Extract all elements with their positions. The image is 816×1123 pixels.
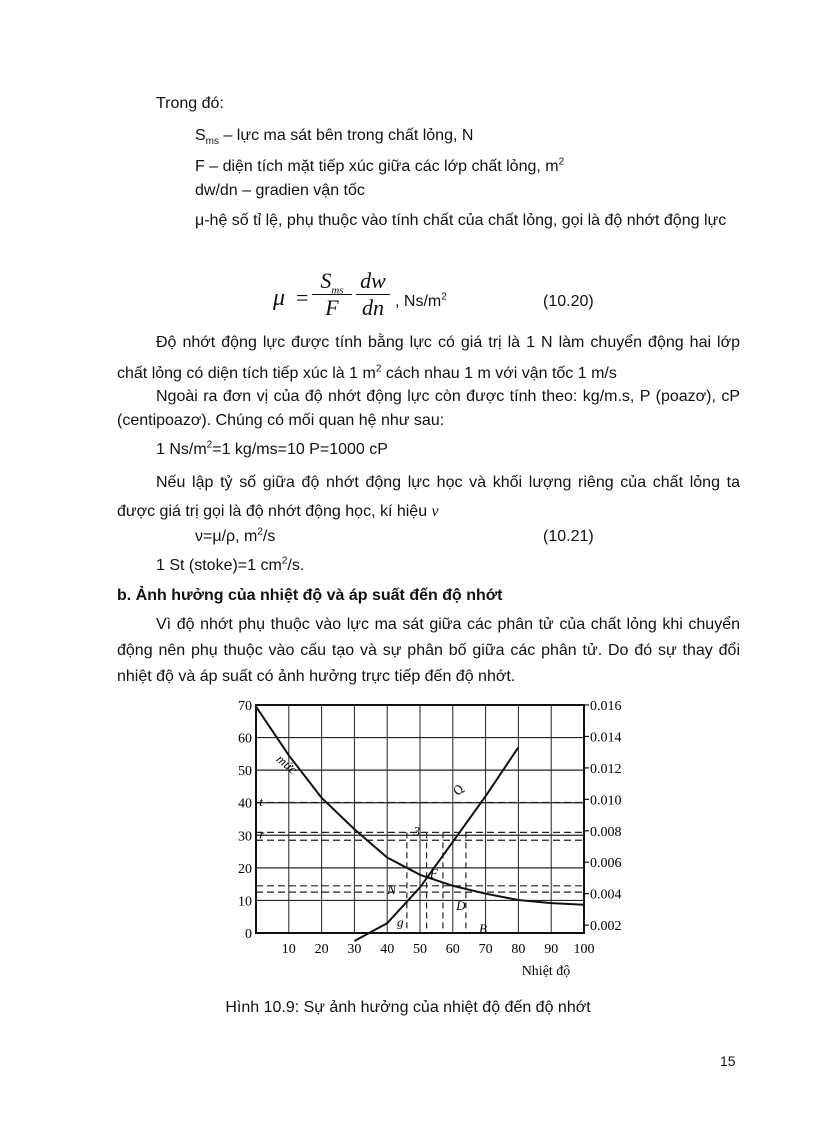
left-tick-label: 50 xyxy=(238,764,252,780)
sms-symbol: S xyxy=(195,127,206,144)
paragraph-2: Ngoài ra đơn vị của độ nhớt động lực còn được tính theo: kg/m.s, P (poazơ), cP (centipoazơ). Chúng có mối quan hệ như sau: xyxy=(117,388,740,429)
eq1-mu: μ xyxy=(273,285,286,311)
x-tick-label: 50 xyxy=(413,942,427,957)
def-sms xyxy=(195,126,473,146)
paragraph-3: Nếu lập tỷ số giữa độ nhớt động lực học và khối lượng riêng của chất lỏng ta được giá trị gọi là độ nhớt động học, kí hiệu ν xyxy=(117,474,740,520)
relation-line: 1 $Ns/m^2=1$ kg/ms=10 P=1000 cP xyxy=(156,439,388,458)
eq1-den-1: F xyxy=(325,295,339,320)
f-description: F – diện tích mặt tiếp xúc giữa các lớp chất lỏng, m xyxy=(195,158,559,175)
x-tick-label: 20 xyxy=(314,942,329,957)
f-superscript: 2 xyxy=(558,156,565,168)
x-axis-label: Nhiệt độ xyxy=(521,964,571,979)
eq1-number: (10.20) xyxy=(543,293,594,310)
eq2-formula: ν=μ/ρ, $m^2/s$ xyxy=(195,526,276,545)
right-tick-label: 0.002 xyxy=(590,919,622,935)
paragraph-1: Độ nhớt động lực được tính bằng lực có giá trị là 1 N làm chuyển động hai lớp chất lỏng có diện tích tiếp xúc là 1 $m^2$ cách nhau 1 m với vận tốc 1 m/s xyxy=(117,334,740,382)
paragraph-4: Vì độ nhớt phụ thuộc vào lực ma sát giữa các phân tử của chất lỏng khi chuyển động nên phụ thuộc vào cấu tạo và sự phân bố giữa các phân tử. Do đó sự thay đổi nhiệt độ và áp suất có ảnh hưởng trực tiếp đến độ nhớt. xyxy=(117,616,740,685)
series-label-temperature: Q xyxy=(448,782,467,798)
right-tick-label: 0.016 xyxy=(590,699,622,714)
chart-annotation: F xyxy=(429,865,438,881)
eq1-equals: = xyxy=(296,285,309,310)
right-tick-label: 0.012 xyxy=(590,761,622,777)
left-tick-label: 70 xyxy=(238,699,252,714)
eq1-den-2: dn xyxy=(362,295,384,320)
stoke-line: 1 St (stoke)=1 $cm^2/s$. xyxy=(156,555,305,574)
x-tick-label: 90 xyxy=(544,942,559,957)
chart-annotation: r xyxy=(259,826,265,842)
chart-annotation: 3 xyxy=(413,823,420,839)
left-tick-label: 40 xyxy=(238,796,252,812)
x-tick-label: 60 xyxy=(445,942,460,957)
chart-annotation: t xyxy=(259,793,263,809)
nu-symbol: ν xyxy=(431,503,439,520)
def-dw: dw/dn – gradien vận tốc xyxy=(195,182,365,199)
section-heading: b. Ảnh hưởng của nhiệt độ và áp suất đến độ nhớt xyxy=(117,587,503,604)
def-mu: μ-hệ số tỉ lệ, phụ thuộc vào tính chất của chất lỏng, gọi là độ nhớt động lực xyxy=(195,212,727,229)
left-tick-label: 20 xyxy=(238,861,252,877)
right-tick-label: 0.004 xyxy=(590,887,622,903)
def-f xyxy=(195,157,564,177)
page-number: 15 xyxy=(720,1053,736,1069)
eq1-num-2: dw xyxy=(360,268,386,293)
series-line-temperature-line xyxy=(354,747,518,941)
x-tick-label: 40 xyxy=(380,942,395,957)
eq1-num-1: $S_{ms}$ xyxy=(320,268,344,297)
left-tick-label: 30 xyxy=(238,829,252,845)
right-tick-label: 0.008 xyxy=(590,824,622,840)
x-tick-label: 70 xyxy=(478,942,493,957)
chart-annotation: g xyxy=(397,914,404,930)
figure-caption: Hình 10.9: Sự ảnh hưởng của nhiệt độ đến độ nhớt xyxy=(225,999,591,1016)
right-tick-label: 0.006 xyxy=(590,856,622,872)
series-label-viscosity: mức xyxy=(273,751,301,777)
eq1-fraction-1 xyxy=(312,269,352,320)
sms-description: – lực ma sát bên trong chất lỏng, N xyxy=(219,127,474,144)
intro-text: Trong đó: xyxy=(156,95,224,112)
left-tick-label: 10 xyxy=(238,894,252,910)
right-tick-label: 0.010 xyxy=(590,793,622,809)
sms-subscript: ms xyxy=(205,136,220,148)
x-tick-label: 80 xyxy=(511,942,526,957)
x-tick-label: 100 xyxy=(573,942,595,957)
left-tick-label: 60 xyxy=(238,731,252,747)
right-tick-label: 0.014 xyxy=(590,730,622,746)
x-tick-label: 10 xyxy=(281,942,296,957)
left-tick-label: 0 xyxy=(245,927,252,942)
chart-annotation: N xyxy=(387,881,396,897)
eq1-fraction-2 xyxy=(356,269,390,320)
eq1-unit: , $Ns/m^2$ xyxy=(395,291,447,310)
x-tick-label: 30 xyxy=(347,942,362,957)
viscosity-chart xyxy=(226,693,646,985)
chart-annotation: B xyxy=(479,921,487,936)
eq2-number: (10.21) xyxy=(543,528,594,545)
chart-annotation: D xyxy=(456,898,466,914)
chart-grid xyxy=(256,705,584,933)
